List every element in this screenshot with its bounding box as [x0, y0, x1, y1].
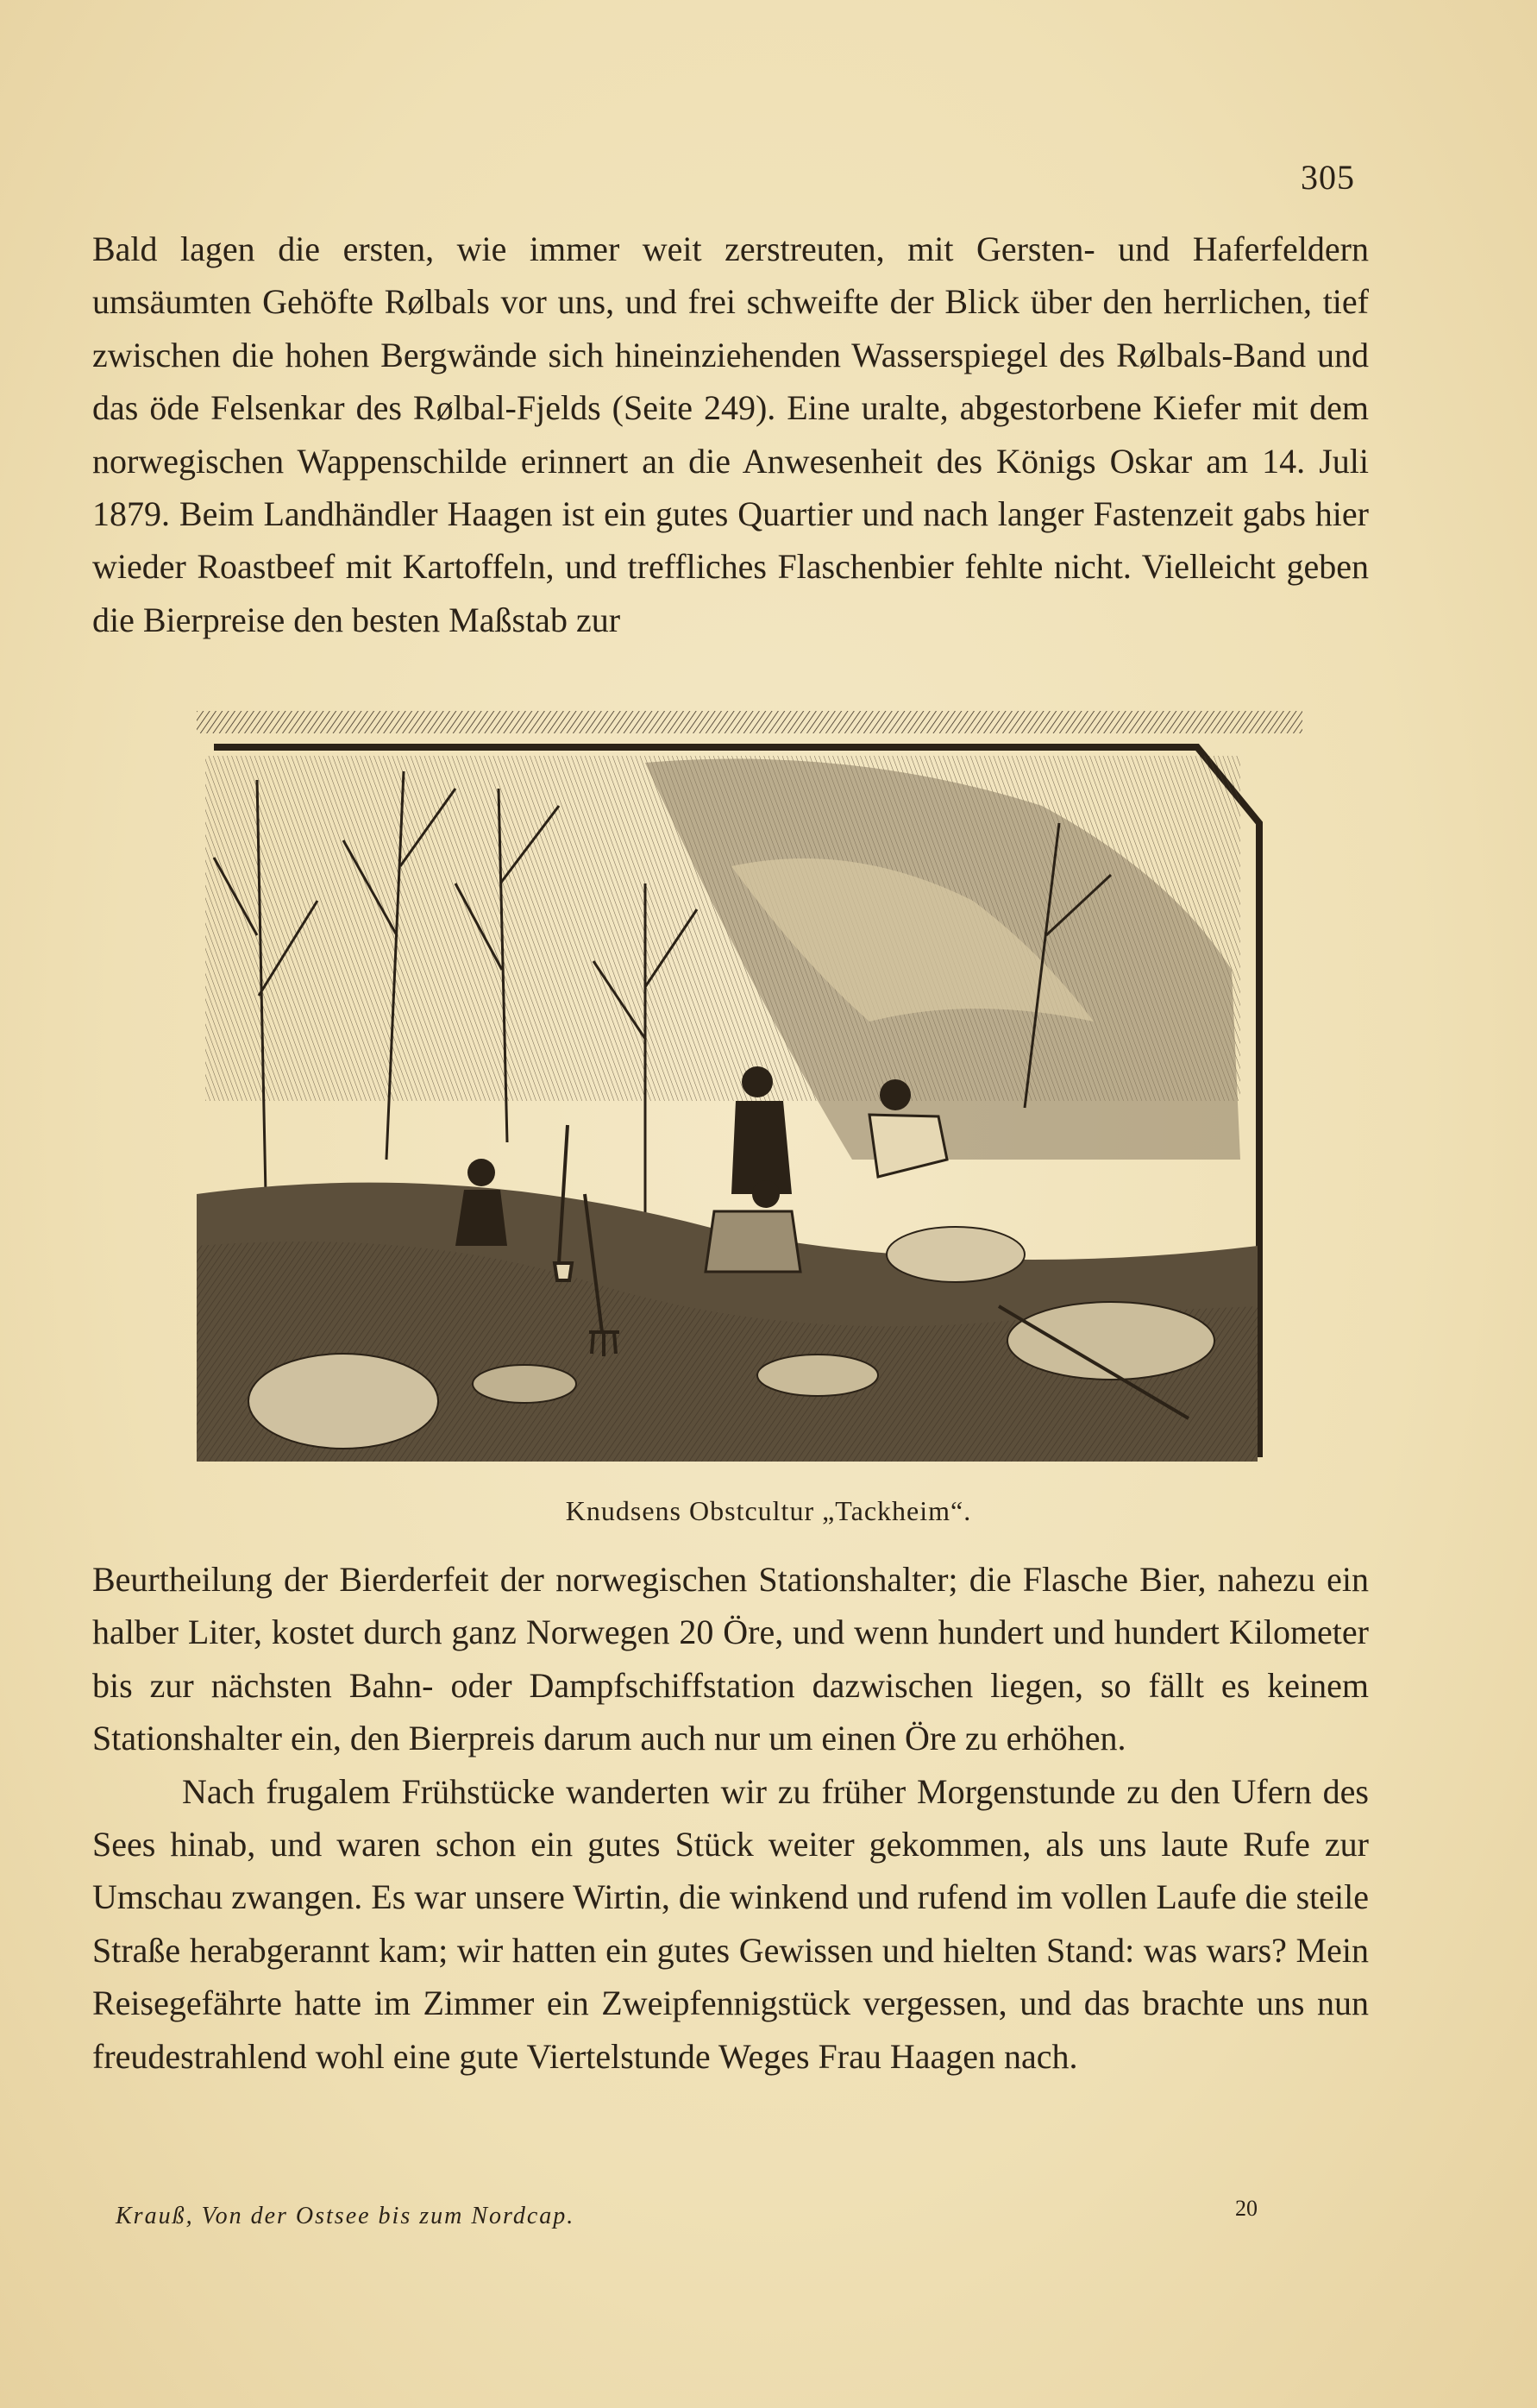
paragraph: Nach frugalem Frühstücke wanderten wir zu früher Morgenstunde zu den Ufern des Sees hinab, und waren schon ein gutes Stück weiter gekommen, als uns laute Rufe zur Umschau zwangen. Es war unsere Wirtin, die winkend und rufend im vollen Laufe die steile Straße herabgerannt kam; wir hatten ein gutes Gewissen und hielten Stand: was wars? Mein Reisegefährte hatte im Zimmer ein Zweipfennigstück vergessen, und das brachte uns nun freudestrahlend wohl eine gute Viertelstunde Weges Frau Haagen nach. [92, 1771, 1369, 2076]
body-text-top [92, 223, 1369, 646]
paragraph: Bald lagen die ersten, wie immer weit zerstreuten, mit Gersten- und Haferfeldern umsäumten Gehöfte Rølbals vor uns, und frei schweifte der Blick über den herrlichen, tief zwischen die hohen Bergwände sich hineinziehenden Wasserspiegel des Rølbals-Band und das öde Felsenkar des Rølbal-Fjelds (Seite 249). Eine uralte, abgestorbene Kiefer mit dem norwegischen Wappenschilde erinnert an die Anwesenheit des Königs Oskar am 14. Juli 1879. Beim Landhändler Haagen ist ein gutes Quartier und nach langer Fastenzeit gabs hier wieder Roastbeef mit Kartoffeln, und treffliches Flaschenbier fehlte nicht. Vielleicht geben die Bierpreise den besten Maßstab zur [92, 229, 1369, 639]
paragraph: Beurtheilung der Bierderfeit der norwegischen Stationshalter; die Flasche Bier, nahezu ein halber Liter, kostet durch ganz Norwegen 20 Öre, und wenn hundert und hundert Kilometer bis zur nächsten Bahn- oder Dampfschiffstation dazwischen liegen, so fällt es keinem Stationshalter ein, den Bierpreis darum auch nur um einen Öre zu erhöhen. [92, 1560, 1369, 1758]
figure-caption: Knudsens Obstcultur „Tackheim“. [565, 1495, 972, 1526]
signature-mark: 20 [1235, 2196, 1258, 2221]
engraving-illustration [197, 711, 1302, 1462]
body-text-bottom [92, 1553, 1369, 2083]
page-number: 305 [1301, 158, 1355, 197]
running-footer-title: Krauß, Von der Ostsee bis zum Nordcap. [116, 2203, 575, 2229]
